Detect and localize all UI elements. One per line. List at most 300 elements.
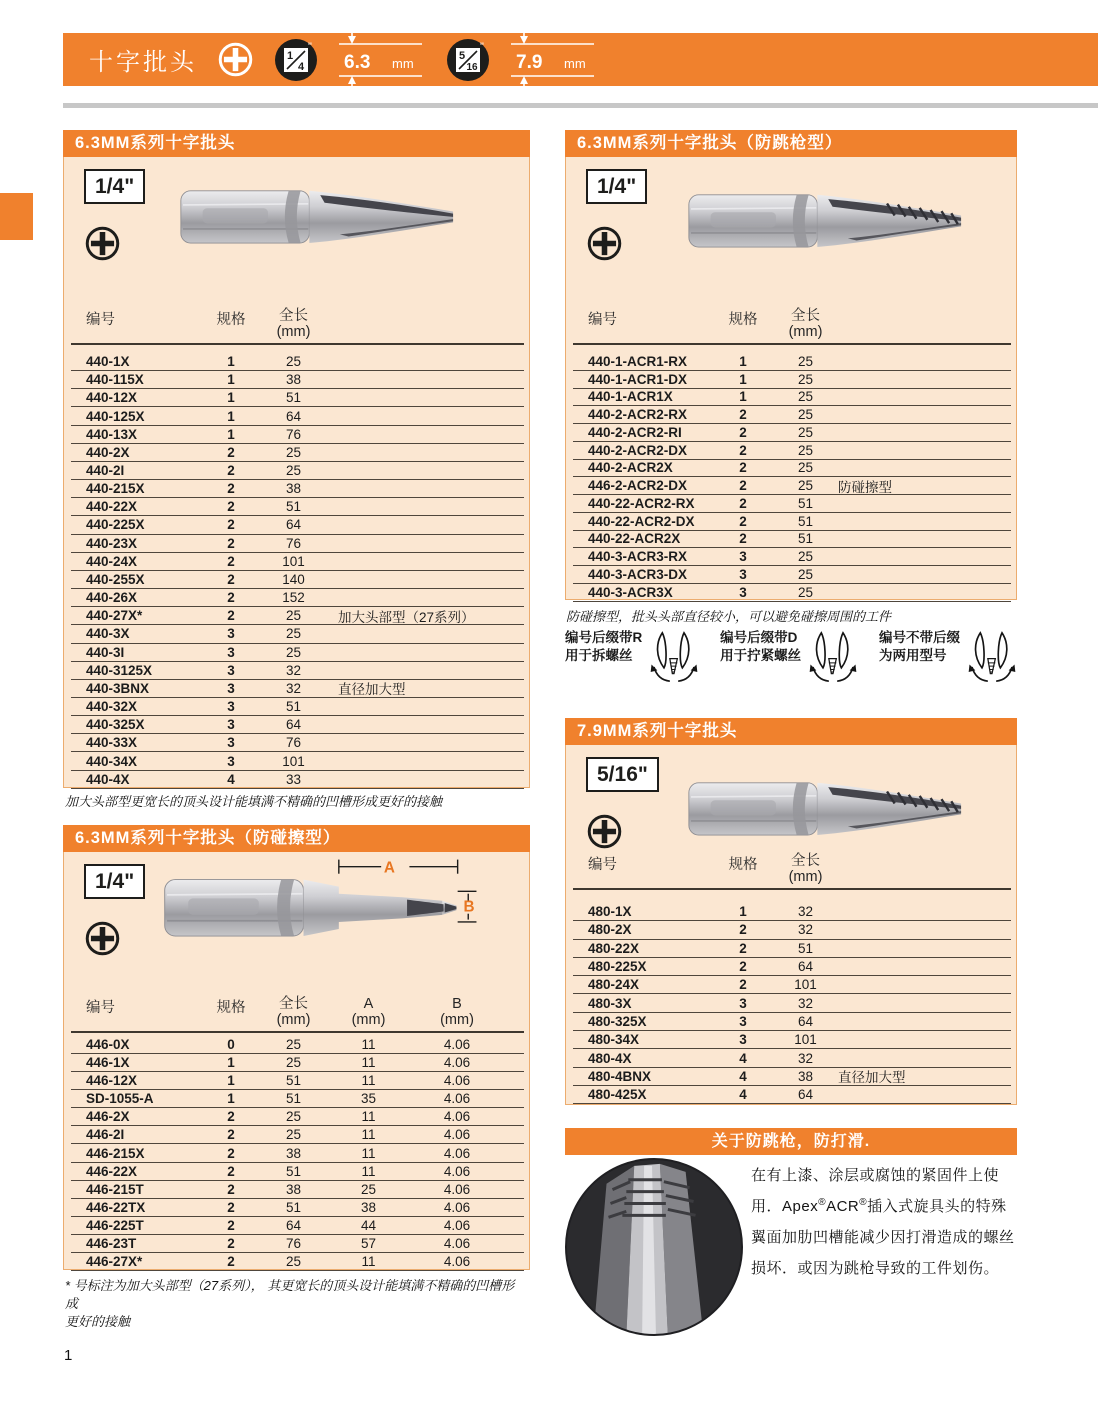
table-cell: 2	[739, 513, 747, 529]
table-cell: 51	[285, 1199, 302, 1215]
table-cell: 440-4X	[86, 771, 130, 787]
table-cell: 2	[227, 1217, 235, 1233]
registered-mark: ®	[818, 1197, 827, 1208]
svg-text:4: 4	[297, 60, 305, 73]
table-cell: 4.06	[443, 1163, 471, 1179]
table-title: 6.3MM系列十字批头	[63, 130, 530, 157]
table-row	[71, 680, 524, 698]
table-cell: 25	[285, 1109, 302, 1125]
table-cell: 2	[739, 424, 747, 440]
table-rows	[573, 353, 1011, 602]
table-cell: 446-225T	[86, 1217, 144, 1233]
phillips-icon	[586, 813, 623, 850]
suffix-legend	[565, 626, 1017, 688]
table-cell: 3	[227, 662, 235, 678]
table-cell: 440-3-ACR3X	[588, 584, 673, 600]
table-cell: 440-1-ACR1-RX	[588, 353, 688, 369]
table-row	[573, 1031, 1011, 1049]
table-row	[71, 752, 524, 770]
table-cell: 440-23X	[86, 535, 138, 551]
table-row	[71, 480, 524, 498]
table-cell: 480-325X	[588, 1013, 647, 1029]
table-cell: SD-1055-A	[86, 1091, 154, 1107]
table-cell: 25	[797, 549, 814, 565]
table-cell: 440-3-ACR3-DX	[588, 566, 688, 582]
table-cell: 64	[797, 959, 814, 975]
table-cell: 440-1X	[86, 354, 130, 370]
table-cell: 446-23T	[86, 1235, 137, 1251]
table-row	[573, 921, 1011, 939]
table-rows	[573, 903, 1011, 1104]
table-row	[573, 460, 1011, 478]
size-label: 1/4"	[84, 169, 145, 204]
table-cell: 44	[360, 1217, 377, 1233]
table-cell: 25	[797, 389, 814, 405]
table-cell: 440-2I	[86, 463, 125, 479]
table-row	[573, 1068, 1011, 1086]
table-cell: 直径加大型	[338, 682, 406, 698]
table-cell: 51	[285, 499, 302, 515]
svg-text:": "	[480, 40, 484, 53]
table-cell: 480-3X	[588, 995, 632, 1011]
table-row	[71, 734, 524, 752]
table-cell: 3	[739, 995, 747, 1011]
table-cell: 1	[227, 1073, 235, 1089]
table-cell: 446-2I	[86, 1127, 125, 1143]
table-cell: 51	[797, 513, 814, 529]
table-cell: 440-125X	[86, 408, 145, 424]
table-cell: 440-3X	[86, 626, 130, 642]
table-cell: 440-22X	[86, 499, 138, 515]
table-row	[71, 1199, 524, 1217]
column-header: 规格	[728, 857, 758, 873]
table-cell: 440-22-ACR2-RX	[588, 495, 695, 511]
table-cell: 51	[797, 495, 814, 511]
screw-driving-icon	[808, 626, 858, 688]
phillips-icon	[586, 225, 623, 262]
table-cell: 25	[797, 424, 814, 440]
table-cell: 440-3-ACR3-RX	[588, 549, 688, 565]
table-6-3mm-acr	[565, 130, 1017, 600]
table-cell: 25	[285, 1127, 302, 1143]
table-row	[71, 607, 524, 625]
table-cell: 1	[227, 372, 235, 388]
table-cell: 3	[227, 644, 235, 660]
table-cell: 440-22-ACR2-DX	[588, 513, 695, 529]
table-cell: 4.06	[443, 1253, 471, 1269]
table-cell: 38	[285, 1145, 302, 1161]
table-cell: 2	[739, 922, 747, 938]
table-cell: 32	[797, 995, 814, 1011]
table-cell: 1	[739, 353, 747, 369]
table-cell: 4	[227, 771, 235, 787]
table-cell: 2	[227, 1109, 235, 1125]
dimension-7-9mm	[510, 32, 598, 88]
acr-info-box	[565, 1128, 1017, 1361]
svg-text:mm: mm	[564, 55, 586, 71]
dim-b-label: B	[463, 898, 475, 916]
phillips-icon	[84, 920, 121, 957]
table-cell: 1	[227, 408, 235, 424]
table-cell: 4.06	[443, 1181, 471, 1197]
column-header: A (mm)	[351, 996, 386, 1028]
table-cell: 76	[285, 735, 302, 751]
table-row	[71, 1181, 524, 1199]
table-cell: 2	[739, 442, 747, 458]
table-cell: 4.06	[443, 1073, 471, 1089]
table-cell: 25	[797, 353, 814, 369]
table-cell: 440-1-ACR1X	[588, 389, 673, 405]
table-cell: 2	[227, 1127, 235, 1143]
table-cell: 51	[797, 940, 814, 956]
table-cell: 3	[739, 584, 747, 600]
table-cell: 2	[739, 460, 747, 476]
table-cell: 32	[285, 680, 302, 696]
table-row	[71, 1126, 524, 1144]
table-cell: 64	[285, 408, 302, 424]
table-cell: 480-4BNX	[588, 1068, 652, 1084]
column-header: B (mm)	[440, 996, 474, 1028]
table-cell: 25	[797, 584, 814, 600]
table-cell: 3	[227, 753, 235, 769]
table-cell: 38	[360, 1199, 377, 1215]
table-cell: 101	[282, 753, 305, 769]
table-cell: 2	[227, 1181, 235, 1197]
table-cell: 0	[227, 1037, 235, 1053]
table-row	[71, 462, 524, 480]
bit-photo-acr	[684, 761, 979, 859]
legend-item-d: 编号后缀带D 用于拧紧螺丝	[720, 626, 858, 688]
table-row	[573, 406, 1011, 424]
table-row	[71, 371, 524, 389]
table-row	[71, 1108, 524, 1126]
table-cell: 51	[285, 1073, 302, 1089]
table-cell: 446-215T	[86, 1181, 144, 1197]
table-cell: 440-26X	[86, 590, 138, 606]
table-row	[573, 940, 1011, 958]
svg-text:": "	[308, 40, 312, 53]
table-row	[71, 771, 524, 789]
table-cell: 2	[739, 478, 747, 494]
table-cell: 32	[797, 1050, 814, 1066]
table-cell: 25	[285, 1055, 302, 1071]
table-cell: 64	[285, 717, 302, 733]
table-row	[71, 389, 524, 407]
table-cell: 3	[227, 735, 235, 751]
table-cell: 480-1X	[588, 904, 632, 920]
column-header: 编号	[588, 857, 617, 873]
table-rows	[71, 1036, 524, 1271]
table-cell: 64	[285, 1217, 302, 1233]
table-cell: 25	[797, 371, 814, 387]
table-cell: 440-2-ACR2-RI	[588, 424, 682, 440]
table-cell: 25	[285, 463, 302, 479]
table-cell: 440-255X	[86, 571, 145, 587]
table-row	[71, 644, 524, 662]
table-row	[71, 1072, 524, 1090]
table-cell: 25	[360, 1181, 377, 1197]
table-cell: 440-24X	[86, 553, 138, 569]
table-cell: 25	[797, 460, 814, 476]
table-cell: 440-32X	[86, 699, 138, 715]
table-cell: 440-225X	[86, 517, 145, 533]
table-cell: 101	[282, 553, 305, 569]
table-cell: 440-325X	[86, 717, 145, 733]
table-cell: 4	[739, 1087, 747, 1103]
table-row	[71, 716, 524, 734]
table-cell: 480-425X	[588, 1087, 647, 1103]
table-cell: 2	[227, 535, 235, 551]
table-title: 7.9MM系列十字批头	[565, 718, 1017, 745]
table-cell: 加大头部型（27系列）	[338, 609, 475, 625]
table-cell: 32	[285, 662, 302, 678]
column-headers	[573, 851, 1011, 890]
table-cell: 25	[285, 608, 302, 624]
table-cell: 32	[797, 922, 814, 938]
table-cell: 11	[361, 1127, 376, 1143]
table-cell: 440-2X	[86, 444, 130, 460]
table-cell: 25	[285, 1253, 302, 1269]
table-row	[71, 1217, 524, 1235]
table-cell: 101	[794, 1032, 817, 1048]
table-row	[573, 903, 1011, 921]
registered-mark: ®	[859, 1197, 868, 1208]
table-cell: 25	[285, 444, 302, 460]
table-cell: 11	[361, 1145, 376, 1161]
table-cell: 57	[360, 1235, 377, 1251]
table-row	[573, 958, 1011, 976]
footnote-asterisk: * 号标注为加大头部型（27系列）， 其更宽长的顶头设计能填满不精确的凹槽形成 更好的接触	[65, 1278, 515, 1329]
screw-dual-use-icon	[967, 626, 1017, 688]
table-cell: 480-34X	[588, 1032, 640, 1048]
table-row	[573, 389, 1011, 407]
table-cell: 2	[739, 940, 747, 956]
column-headers	[71, 306, 524, 345]
table-row	[71, 498, 524, 516]
table-row	[71, 535, 524, 553]
table-cell: 446-27X*	[86, 1253, 143, 1269]
table-cell: 2	[227, 1145, 235, 1161]
table-cell: 33	[285, 771, 302, 787]
table-cell: 25	[797, 478, 814, 494]
table-cell: 51	[285, 699, 302, 715]
phillips-icon	[217, 41, 254, 78]
info-box-title: 关于防跳枪，防打滑.	[565, 1128, 1017, 1155]
table-row	[573, 495, 1011, 513]
table-cell: 25	[797, 566, 814, 582]
column-header: 规格	[728, 312, 758, 328]
size-fraction-badge-5-16	[446, 38, 490, 82]
table-cell: 2	[227, 553, 235, 569]
table-cell: 25	[285, 626, 302, 642]
table-cell: 3	[739, 1032, 747, 1048]
table-cell: 4	[739, 1068, 747, 1084]
page-number: 1	[64, 1347, 73, 1364]
table-cell: 446-1X	[86, 1055, 130, 1071]
table-cell: 4.06	[443, 1055, 471, 1071]
table-cell: 440-2-ACR2-RX	[588, 407, 688, 423]
table-cell: 446-22TX	[86, 1199, 146, 1215]
table-cell: 2	[739, 977, 747, 993]
table-cell: 11	[361, 1055, 376, 1071]
info-box-paragraph: 在有上漆、涂层或腐蚀的紧固件上使用．Apex®ACR®插入式旋具头的特殊翼面加肋凹槽能减少因打滑造成的螺丝损坏．或因为跳枪导致的工件划伤。	[751, 1167, 1015, 1277]
table-cell: 2	[739, 495, 747, 511]
table-cell: 1	[227, 1091, 235, 1107]
table-row	[71, 1235, 524, 1253]
table-cell: 11	[361, 1163, 376, 1179]
table-row	[71, 1253, 524, 1271]
table-cell: 4.06	[443, 1217, 471, 1233]
table-cell: 4.06	[443, 1037, 471, 1053]
table-row	[573, 1013, 1011, 1031]
table-cell: 2	[739, 407, 747, 423]
table-cell: 2	[227, 1199, 235, 1215]
table-cell: 440-33X	[86, 735, 138, 751]
table-7-9mm	[565, 718, 1017, 1105]
table-cell: 3	[227, 680, 235, 696]
table-cell: 2	[739, 531, 747, 547]
table-cell: 32	[797, 904, 814, 920]
table-cell: 64	[797, 1013, 814, 1029]
table-cell: 440-34X	[86, 753, 138, 769]
table-cell: 446-22X	[86, 1163, 138, 1179]
size-label: 5/16"	[586, 757, 659, 792]
column-header: 编号	[86, 312, 115, 328]
table-row	[573, 371, 1011, 389]
footnote-enlarged-head: 加大头部型更宽长的顶头设计能填满不精确的凹槽形成更好的接触	[65, 794, 443, 809]
table-cell: 76	[285, 426, 302, 442]
table-cell: 4.06	[443, 1127, 471, 1143]
table-cell: 2	[227, 1163, 235, 1179]
table-row	[573, 477, 1011, 495]
table-cell: 480-2X	[588, 922, 632, 938]
table-cell: 440-115X	[86, 372, 144, 388]
table-cell: 440-3BNX	[86, 680, 150, 696]
column-header: 规格	[216, 312, 246, 328]
table-cell: 480-225X	[588, 959, 647, 975]
table-cell: 35	[360, 1091, 377, 1107]
table-row	[573, 994, 1011, 1012]
table-cell: 2	[227, 481, 235, 497]
table-cell: 1	[739, 371, 747, 387]
table-row	[573, 442, 1011, 460]
size-label: 1/4"	[84, 864, 145, 899]
table-cell: 440-12X	[86, 390, 138, 406]
table-row	[71, 1144, 524, 1162]
table-cell: 140	[282, 571, 305, 587]
bit-photo	[176, 169, 471, 267]
table-cell: 2	[227, 1235, 235, 1251]
table-row	[573, 513, 1011, 531]
table-row	[573, 548, 1011, 566]
table-row	[71, 625, 524, 643]
table-cell: 440-13X	[86, 426, 138, 442]
svg-text:mm: mm	[392, 55, 414, 71]
table-cell: 2	[227, 444, 235, 460]
table-row	[573, 1049, 1011, 1067]
acr-bit-closeup-photo	[565, 1158, 743, 1336]
table-cell: 1	[227, 426, 235, 442]
table-cell: 2	[739, 959, 747, 975]
table-cell: 3	[227, 717, 235, 733]
column-headers	[573, 306, 1011, 345]
table-cell: 446-2X	[86, 1109, 130, 1125]
table-cell: 直径加大型	[838, 1070, 906, 1086]
table-cell: 4.06	[443, 1199, 471, 1215]
table-row	[71, 589, 524, 607]
bit-photo-acr	[684, 173, 979, 271]
table-cell: 11	[361, 1253, 376, 1269]
table-row	[71, 1090, 524, 1108]
table-cell: 51	[285, 1163, 302, 1179]
table-cell: 防碰擦型	[838, 479, 892, 495]
table-cell: 4.06	[443, 1091, 471, 1107]
table-cell: 440-2-ACR2-DX	[588, 442, 688, 458]
table-cell: 25	[285, 1037, 302, 1053]
svg-text:5: 5	[458, 49, 466, 62]
dim-a-label: A	[383, 859, 395, 877]
table-row	[71, 516, 524, 534]
column-header: 全长 (mm)	[788, 308, 823, 340]
column-header: 编号	[86, 1000, 115, 1016]
table-cell: 101	[794, 977, 817, 993]
table-cell: 440-27X*	[86, 608, 143, 624]
table-cell: 38	[285, 1181, 302, 1197]
table-row	[573, 976, 1011, 994]
table-cell: 1	[227, 354, 235, 370]
table-cell: 38	[285, 481, 302, 497]
table-6-3mm-standard	[63, 130, 530, 788]
table-cell: 11	[361, 1037, 376, 1053]
table-cell: 25	[797, 407, 814, 423]
table-cell: 4	[739, 1050, 747, 1066]
table-cell: 51	[285, 390, 302, 406]
header-divider	[63, 103, 1098, 108]
column-header: 全长 (mm)	[276, 996, 311, 1028]
page-header-band	[63, 33, 1098, 86]
column-header: 全长 (mm)	[788, 853, 823, 885]
table-row	[573, 566, 1011, 584]
table-row	[573, 584, 1011, 602]
page-edge-tab	[0, 193, 33, 240]
table-cell: 25	[285, 354, 302, 370]
acr-note: 防碰擦型，批头头部直径较小，可以避免碰擦周围的工件	[566, 609, 892, 624]
table-row	[573, 1086, 1011, 1104]
table-cell: 480-4X	[588, 1050, 632, 1066]
table-cell: 51	[285, 1091, 302, 1107]
table-row	[71, 662, 524, 680]
phillips-icon	[84, 225, 121, 262]
table-row	[71, 571, 524, 589]
table-row	[71, 698, 524, 716]
table-row	[573, 353, 1011, 371]
page-title: 十字批头	[89, 49, 197, 76]
table-cell: 76	[285, 535, 302, 551]
table-cell: 3	[227, 626, 235, 642]
table-title: 6.3MM系列十字批头（防碰擦型）	[63, 825, 530, 852]
size-fraction-badge-1-4	[274, 38, 318, 82]
table-cell: 446-215X	[86, 1145, 145, 1161]
table-cell: 1	[227, 390, 235, 406]
table-cell: 1	[227, 1055, 235, 1071]
column-headers	[71, 994, 524, 1033]
table-6-3mm-anti-scratch	[63, 825, 530, 1270]
table-cell: 446-2-ACR2-DX	[588, 478, 688, 494]
table-row	[71, 1163, 524, 1181]
table-cell: 2	[227, 517, 235, 533]
table-row	[71, 407, 524, 425]
table-cell: 3	[739, 566, 747, 582]
